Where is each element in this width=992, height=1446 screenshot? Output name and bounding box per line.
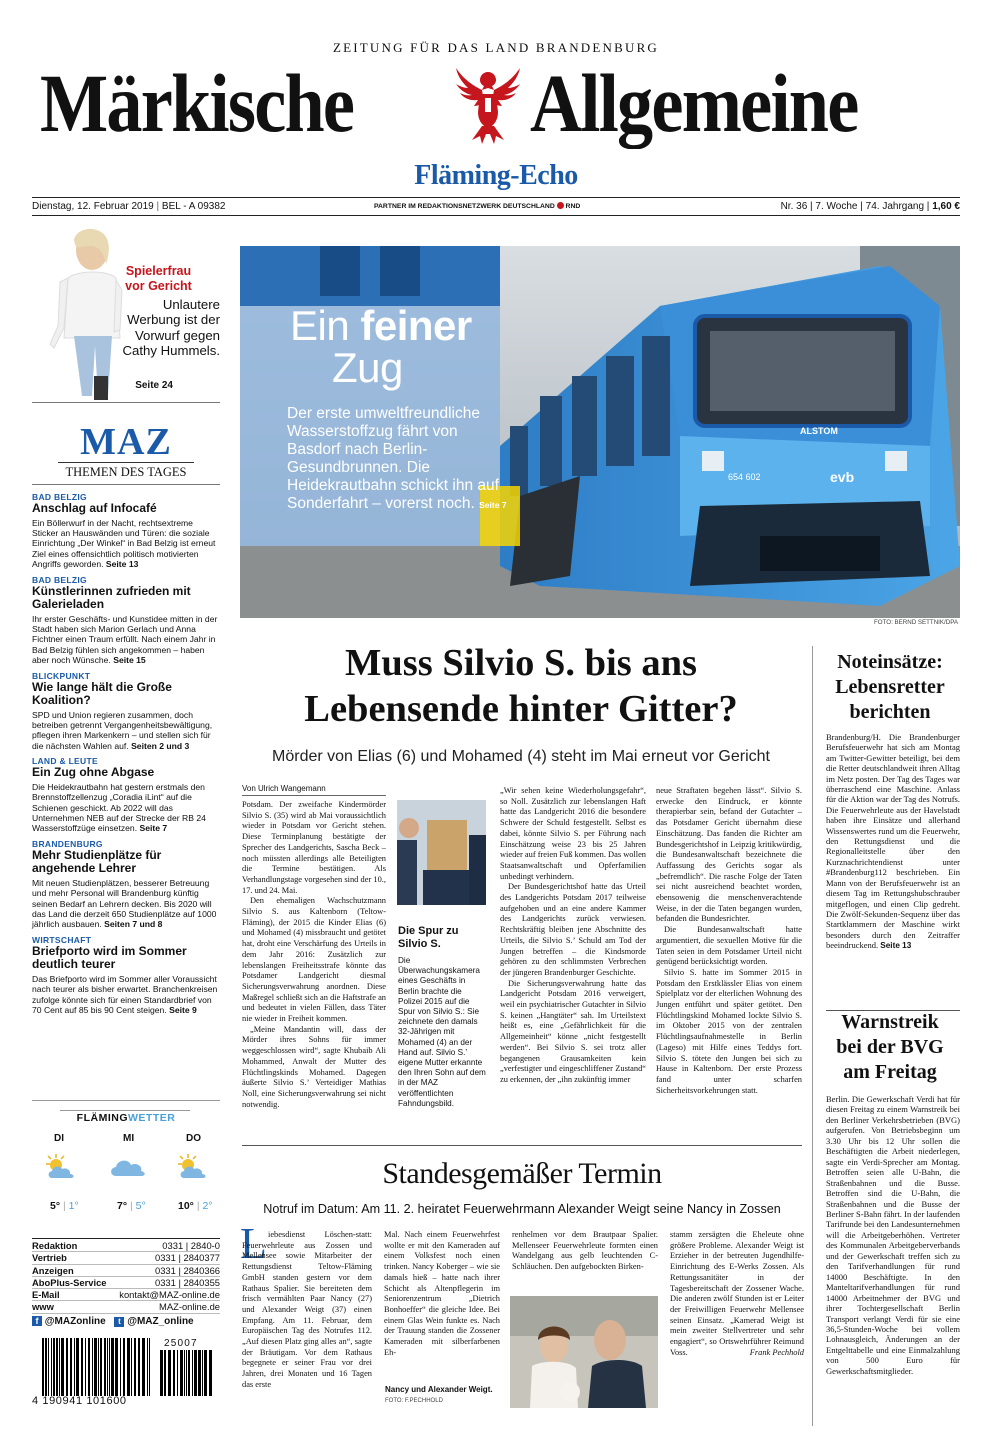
barcode-bar (131, 1338, 132, 1396)
suspect-photo (397, 800, 486, 905)
themen-headline: Künstlerinnen zufrieden mit Galerieladen (32, 583, 191, 612)
barcode-bar (42, 1338, 44, 1396)
sun-cloud-icon (42, 1152, 82, 1182)
facebook-handle[interactable]: @MAZonline (44, 1316, 106, 1327)
barcode-bar (194, 1350, 197, 1396)
main-col-3: „Wir sehen keine Wiederholungsgefahr“, so Noll. Zusätzlich zur lebenslangen Haft hatte das Landgericht 2016 die besondere Schwere der Schuld festgestellt. Selbst es dabei, könnte Silvio S. per Führung nach Einschätzung weise 23 bis 25 Jahren wieder auf freien Fuß kommen. Das wollen Staatsanwaltschaft und Opferfamilien unbedingt verhindern. Der Bundesgerichtshof hatte das Urteil des Landgerichts Potsdam 2017 teilweise aufgehoben und an eine andere Kammer des Landgerichts zurück verwiesen. Rechtskräftig bleiben jene Abschnitte des Urteils, die Silvio S.’ Schuld am Tod der Jungen betreffen – die Kindsmorde gehören zu den schlimmsten Verbrechen der jüngeren Brandenburger Geschichte. Die Sicherungsverwahrung hatte das Landgericht Potsdam 2016 verweigert, weil ein psychiatrischer Gutachter in Silvio S. keinen „Hangtäter“ sah. Im Urteilstext heißt es, eine „Gefährlichkeit für die Allgemeinheit“ könne „nicht festgestellt werden“. Bei Silvio S. sei trotz aller begangenen Grausamkeiten kein „verfestigter und eingeschliffener Zustand“ zu erkennen, der „ihn zukünftig immer (500, 786, 646, 1084)
contact-label: Vertrieb (32, 1252, 67, 1264)
contact-label: AboPlus-Service (32, 1276, 107, 1288)
contact-value: 0331 | 2840377 (155, 1252, 220, 1264)
contact-label: Redaktion (32, 1240, 78, 1251)
themen-item (32, 671, 218, 752)
maz-subtitle: THEMEN DES TAGES (58, 462, 194, 480)
weather-day-label: DO (186, 1133, 201, 1144)
masthead-title-left: Märkische (40, 57, 354, 149)
standes-col-3: renhelmen vor dem Brautpaar Spalier. Mellenseer Feuerwehrleute formten einen Wandelgang aus gelb leuchtenden C-Schläuchen. Den aufgebockten Birken- (512, 1230, 658, 1272)
themen-headline: Ein Zug ohne Abgase (32, 765, 155, 780)
twitter-handle[interactable]: @MAZ_online (127, 1316, 194, 1327)
barcode-bar (94, 1338, 97, 1396)
wedding-caption: Nancy und Alexander Weigt. (385, 1385, 493, 1394)
contact-row (32, 1265, 220, 1277)
themen-headline: Wie lange hält die Große Koalition? (32, 679, 172, 708)
contact-row (32, 1301, 220, 1313)
barcode-bar (186, 1350, 187, 1396)
barcode-bar (160, 1350, 163, 1396)
main-col-4: neue Straftaten begehen lässt“. Silvio S. erwecke den Eindruck, er könnte therapierbar sein, befand der Gutachter – das Potsdamer Gericht übernahm diese Einschätzung. Das fanden die Richter am Bundesgerichtshof in Leipzig kritikwürdig, die Bundesanwaltschaft bezeichnete die Auffassung des Gerichts sogar als „befremdlich“. Die rasche Folge der Taten sei nicht ausreichend beachtet worden, ebensowenig die menschenverachtende Weise, in der die Taten begangen wurden, befanden die Bundesrichter. Die Bundesanwaltschaft hatte argumentiert, die sexuellen Motive für die Taten seien in dem Potsdamer Urteil nicht genügend berücksichtigt worden. Silvio S. hatte im Sommer 2015 in Potsdam den Erstklässler Elias von einem Spielplatz vor der elterlichen Wohnung des Jungen entführt und später getötet. Den Flüchtlingskind Mohamed lockte Silvio S. im Oktober 2015 von der zentralen Flüchtlingsaufnahmestelle in Berlin (Lageso) mit Hilfe eines Teddys fort. Silvio S. tötete den Jungen bei sich zu Hause in Kaltenborn. Der erste Prozess fand unter scharfen Sicherheitsvorkehrungen statt. (656, 786, 802, 1095)
bel-code: BEL - A 09382 (161, 201, 226, 212)
barcode-bar (59, 1338, 60, 1396)
main-subheadline: Mörder von Elias (6) und Mohamed (4) steht im Mai erneut vor Gericht (272, 748, 770, 765)
contact-label: Anzeigen (32, 1264, 74, 1276)
sun-cloud-icon (174, 1152, 214, 1182)
themen-text: Ihr erster Geschäfts- und Kunstidee mitten in der Stadt haben sich Marion Gerlach und Anna Fichtner einen Traum erfüllt. Nach einem Jahr in Bad Belzig fühlen sich angekommen – haben aber noch Wünsche. Seite 15 (32, 613, 218, 666)
themen-text: SPD und Union regieren zusammen, doch betreiben getrennt Vergangenheitsbewältigung, pflegen ihren Markenkern – und stellen sich für die nächsten Wahlen auf. Seiten 2 und 3 (32, 709, 213, 751)
weather-forecast (32, 1130, 220, 1214)
drop-cap: L (240, 1219, 267, 1268)
contact-row (32, 1277, 220, 1289)
barcode-bar (61, 1338, 64, 1396)
hero-title: Ein feiner Zug (290, 302, 472, 391)
themen-category: BLICKPUNKT (32, 670, 91, 681)
themen-category: WIRTSCHAFT (32, 934, 92, 945)
contact-row (32, 1252, 220, 1264)
themen-category: LAND & LEUTE (32, 756, 98, 767)
barcode-bar (56, 1338, 58, 1396)
themen-text: Ein Böllerwurf in der Nacht, rechtsextreme Sticker an Hauswänden und Türen: die soziale Einrichtung „Der Winkel“ in Bad Belzig ist erneut Ziel eines offensichtlich politisch motivierten Angriffs geworden. Seite 13 (32, 517, 216, 570)
themen-item (32, 492, 218, 570)
barcode-bar (184, 1350, 185, 1396)
themen-headline: Mehr Studienplätze für angehende Lehrer (32, 847, 162, 876)
barcode-bar (149, 1338, 150, 1396)
issue-price: 1,60 € (932, 201, 960, 212)
themen-headline: Briefporto wird im Sommer deutlich teurer (32, 943, 187, 972)
barcode-bar (177, 1350, 178, 1396)
barcode-bar (98, 1338, 99, 1396)
themen-text: Die Heidekrautbahn hat gestern erstmals den Brennstoffzellenzug „Coradia iLint“ auf die Schienen geschickt. Ab 2022 will das Unternehmen NEB auf der Strecke der RB 24 Wasserstoffzüge einsetzen. Seite 7 (32, 781, 206, 834)
barcode-bar (204, 1350, 207, 1396)
contact-value[interactable]: kontakt@MAZ-online.de (119, 1289, 220, 1301)
barcode-bar (127, 1338, 130, 1396)
facebook-icon: f (32, 1316, 42, 1326)
partner-line: PARTNER IM REDAKTIONSNETZWERK DEUTSCHLAND RND (374, 203, 581, 210)
barcode-bar (53, 1338, 55, 1396)
warn-headline: Warnstreik bei der BVG am Freitag (836, 1011, 944, 1083)
train-logo: evb (830, 469, 855, 485)
wedding-photo (510, 1296, 658, 1408)
notein-text: Brandenburg/H. Die Brandenburger Berufsfeuerwehr hat sich am Montag am Twitter-Gewitter beteiligt, bei dem die Retter deutschlandweit ihren Alltag im Netz posten. Der Tag des Tages war überraschend eine Maschine. Anlass für die Aktion war der Tag des Notrufs. Die Feuerwehrleute aus der Havelstadt haben ihre Einsätze und allerhand Wissenswertes rund um die Feuerwehr, den Rettungsdienst und die Regionalleitstelle über den Kurznachrichtendienst unter #Brandenburg112 beschrieben. Ein Mann von der Berufsfeuerwehr ist an diesem Tag im Rettungshubschrauber mitgeflogen, und einen Clip gedreht. Die Zwölf-Sekunden-Sequenz über das Startklammern der Maschine wirkt besonders durch den Zeitraffer beeindruckend. Seite 13 (826, 732, 960, 951)
contact-row (32, 1240, 220, 1252)
barcode-bar (92, 1338, 93, 1396)
barcode-bar (142, 1338, 145, 1396)
barcode-bar (188, 1350, 190, 1396)
barcode-bar (209, 1350, 212, 1396)
standes-col-4: stamm zersägten die Eheleute ohne größere Probleme. Alexander Weigt ist Erzieher in der betreuten Jugendhilfe-Einrichtung des E-Werks Zossen. Als Rettungssanitäter in der Tagesbereitschaft der Zossener Wache. Die anderen zwölf Stunden ist er Leiter der Freiwilligen Feuerwehr Mellensee seinen Einsatz. „Kamerad Weigt ist mein zweiter Stellvertreter und sehr engagiert“, so Ortswehrführer Reimund Voss. Frank Pechhold (670, 1230, 804, 1357)
rnd-icon (557, 202, 564, 209)
issue-date: Dienstag, 12. Februar 2019 (32, 201, 154, 212)
weather-day-label: DI (54, 1133, 64, 1144)
main-col-1: Potsdam. Der zweifache Kindermörder Silvio S. (35) wird ab Mai voraussichtlich wieder in Potsdam vor Gericht stehen. Diese Terminplanung bestätigte der Sprecher des Landgerichts, Sascha Beck – noch müssten allerdings alle Beteiligten die Termine bestätigen. Als Verhandlungstage vorgesehen sind der 10., 17. und 24. Mai. Den ehemaligen Wachschutzmann Silvio S. aus Kaltenborn (Teltow-Fläming), der 2015 die Kinder Elias (6) und Mohamed (4) missbraucht und getötet hat, droht eine Verschärfung des Urteils in dem Jahr 2016: Zusätzlich zur lebenslangen Freiheitsstrafe könnte das Potsdamer Landgericht diesmal Sicherungsverwahrung anordnen. Diese Maßregel schließt sich an die Haftstrafe an und bedeutet in vielen Fällen, dass Täter nie wieder in Freiheit kommen. „Meine Mandantin will, dass der Mörder ihres Sohns für immer weggeschlossen wird“, sagte Khubaib Ali Mohammed, Anwalt der Mutter des Flüchtlingskinds Mohamed. Dagegen äußerte Silvio S.’ Verteidiger Mathias Noll, eine Sicherungsverwahrung sei nicht notwendig. (242, 800, 386, 1109)
barcode-bar (45, 1338, 47, 1396)
barcode-bar (81, 1338, 83, 1396)
barcode-bar (120, 1338, 121, 1396)
themen-category: BAD BELZIG (32, 574, 87, 585)
notein-headline: Noteinsätze: Lebensretter berichten (835, 651, 945, 723)
weather-temp: 5° | 1° (50, 1200, 79, 1212)
themen-category: BAD BELZIG (32, 492, 87, 502)
themen-item (32, 839, 218, 930)
themen-text: Mit neuen Studienplätzen, besserer Betreuung und mehr Personal will Brandenburg künftig seinen Bedarf an Lehrern decken. Bis 2020 will das Land die derzeit 650 Studienplätze auf 1000 jährlich ausbauen. Seiten 7 und 8 (32, 877, 217, 930)
barcode-addon: 25007 (164, 1338, 198, 1349)
contact-value: 0331 | 2840-0 (162, 1240, 220, 1251)
masthead-slogan: ZEITUNG FÜR DAS LAND BRANDENBURG (332, 40, 660, 55)
info-separator: | (156, 201, 160, 212)
barcode-bar (134, 1338, 136, 1396)
hero-credit: FOTO: BERND SETTNIK/DPA (874, 619, 958, 626)
weather-day-label: MI (123, 1133, 135, 1144)
barcode-bar (109, 1338, 110, 1396)
teaser-page: Seite 24 (135, 380, 173, 391)
photo-box-title: Die Spur zu Silvio S. (398, 925, 459, 950)
barcode-bar (147, 1338, 148, 1396)
photo-box-text: Die Überwachungskamera eines Geschäfts in Berlin brachte die Polizei 2015 auf die Spur von Silvio S.: Sie zeichnete den damals 32-Jährigen mit Mohamed (4) an der Hand auf. Silvio S.’ eigene Mutter erkannte den Ihren Sohn auf dem in der MAZ veröffentlichten Fahndungsbild. (398, 956, 486, 1108)
standes-headline: Standesgemäßer Termin (382, 1157, 662, 1190)
barcode-bar (74, 1338, 75, 1396)
contact-label: E-Mail (32, 1289, 60, 1301)
contact-value[interactable]: MAZ-online.de (159, 1301, 220, 1313)
eagle-icon (452, 64, 524, 146)
issue-year: 74. Jahrgang (865, 201, 925, 212)
cloud-icon (108, 1154, 148, 1180)
contact-label: www (32, 1301, 54, 1313)
barcode-bar (107, 1338, 108, 1396)
barcode-bar (66, 1338, 68, 1396)
themen-list (32, 492, 218, 1020)
wedding-credit: FOTO: F.PECHHOLD (385, 1398, 443, 1404)
barcode-bar (104, 1338, 106, 1396)
edition-title: Fläming-Echo (414, 160, 578, 191)
barcode-bar (70, 1338, 72, 1396)
themen-item (32, 756, 218, 834)
train-number: 654 602 (728, 472, 761, 482)
weather-temp: 7° | 5° (117, 1200, 146, 1212)
themen-headline: Anschlag auf Infocafé (32, 501, 157, 515)
barcode-bar (51, 1338, 52, 1396)
issue-meta: Nr. 36 | 7. Woche | 74. Jahrgang | 1,60 € (780, 201, 960, 212)
barcode-bar (111, 1338, 114, 1396)
barcode-bar (192, 1350, 193, 1396)
themen-item (32, 935, 218, 1016)
barcode-bar (48, 1338, 49, 1396)
contact-row (32, 1289, 220, 1301)
twitter-icon: t (114, 1317, 124, 1327)
social-links (32, 1316, 220, 1327)
barcode-bar (85, 1338, 86, 1396)
barcode-bar (180, 1350, 183, 1396)
main-headline: Muss Silvio S. bis ans Lebensende hinter Gitter? (304, 642, 738, 730)
teaser-title: Spielerfrau vor Gericht (125, 264, 192, 293)
barcode-number: 4 190941 101600 (32, 1395, 127, 1407)
barcode-bar (100, 1338, 102, 1396)
standes-subheadline: Notruf im Datum: Am 11. 2. heiratet Feuerwehrmann Alexander Weigt seine Nancy in Zossen (263, 1202, 781, 1216)
info-line (32, 201, 960, 215)
barcode-bar (123, 1338, 125, 1396)
maz-logo: MAZ (80, 421, 172, 463)
themen-item (32, 575, 218, 666)
teaser-photo (30, 220, 125, 402)
hero-text: Der erste umweltfreundliche Wasserstoffzug fährt von Basdorf nach Berlin-Gesundbrunnen. Die Heidekrautbahn schickt ihn auf Sonderfahrt – vorerst noch. Seite 7 (287, 405, 507, 512)
weather-brand: FLÄMINGWETTER (76, 1112, 176, 1124)
contact-value: 0331 | 2840366 (155, 1264, 220, 1276)
barcode-bar (164, 1350, 166, 1396)
weather-temp: 10° | 2° (178, 1200, 213, 1212)
issue-number: Nr. 36 (780, 201, 808, 212)
issue-week: 7. Woche (815, 201, 858, 212)
teaser-text: Unlautere Werbung ist der Vorwurf gegen Cathy Hummels. (122, 297, 220, 359)
barcode-bar (138, 1338, 140, 1396)
themen-category: BRANDENBURG (32, 838, 103, 849)
barcode-bar (168, 1350, 171, 1396)
warn-text: Berlin. Die Gewerkschaft Verdi hat für diesen Freitag zu einem Warnstreik bei den Berliner Verkehrsbetrieben (BVG) aufgerufen. Von Betriebsbeginn um 3.30 Uhr bis 12 Uhr sollen die Beschäftigten die Arbeit niederlegen, sagte ein Verdi-Sprecher am Montag. Betroffen seien alle U-Bahn, die Straßenbahnen und die Busse. Betroffen sind die U-Bahn, die Straßenbahnen und die Busse der Berliner S-Bahn fährt. In der laufenden Tarifrunde bei den Landesunternehmen will die Arbeitgeberhöhen. Vertreter des Kommunalen Arbeitgeberverbands und der Gewerkschaft treffen sich zu den Tarifverhandlungen für rund 14000 Beschäftigte. In den Manteltarifverhandlungen für rund 14000 Arbeitnehmer der BVG und ihrer Tochtergesellschaft Berlin Transport verlangt Verdi für sie eine 36,5-Stunden-Woche bei vollem Lohnausgleich, Änderungen an der Entgelttabelle und eine Einmalzahlung von 500 Euro für Gewerkschaftsmitglieder. (826, 1094, 960, 1376)
barcode-bar (76, 1338, 79, 1396)
barcode-bar (198, 1350, 201, 1396)
barcode-bar (202, 1350, 203, 1396)
barcode-bar (88, 1338, 90, 1396)
barcode-bar (115, 1338, 118, 1396)
standes-col-1: iebesdienst Löschen-statt: Feuerwehrleute aus Zossen und Mellensee sowie Mitarbeiter der Rettungsdienst Teltow-Fläming GmbH standen gestern vor dem Rathaus Spalier. Sie bereiteten dem frisch vermählten Paar Nancy (27) und Alexander Weigt (37) einen Empfang. Am 11. Februar, dem Europäischen Tag des Notrufes 112. „Auf diesen Platz ging alles an“, sagte der Bräutigam. Vor dem Rathaus begegnete er seiner Frau vor drei Jahren, drei Monaten und 16 Tagen das erste (242, 1230, 372, 1389)
contact-table (32, 1240, 220, 1314)
main-author: Von Ulrich Wangemann (242, 784, 326, 793)
train-brand: ALSTOM (800, 426, 838, 436)
contact-value: 0331 | 2840355 (155, 1276, 220, 1288)
masthead-title-right: Allgemeine (530, 57, 858, 149)
themen-text: Das Briefporto wird im Sommer aller Voraussicht nach teurer als bisher erwartet. Branchenkreisen zufolge könnte sich für einen Standardbrief von 70 Cent auf 85 bis 90 Cent steigen. Seite 9 (32, 973, 218, 1015)
barcode (32, 1338, 218, 1408)
standes-col-2: Mal. Nach einem Feuerwehrfest wollte er mit den Kameraden auf einem Volksfest noch einen trinken. Nancy Koberger – wie sie damals hieß – hatte nach ihrer Schicht als Altenpflegerin im Seniorenzentrum „Dietrich Bonhoeffer“ die gleiche Idee. Bei einem Glas Wein funkte es. Nach der Trauung standen die Zossener Kameraden mit silberfarbenen Eh- (384, 1230, 500, 1357)
barcode-bar (173, 1350, 175, 1396)
